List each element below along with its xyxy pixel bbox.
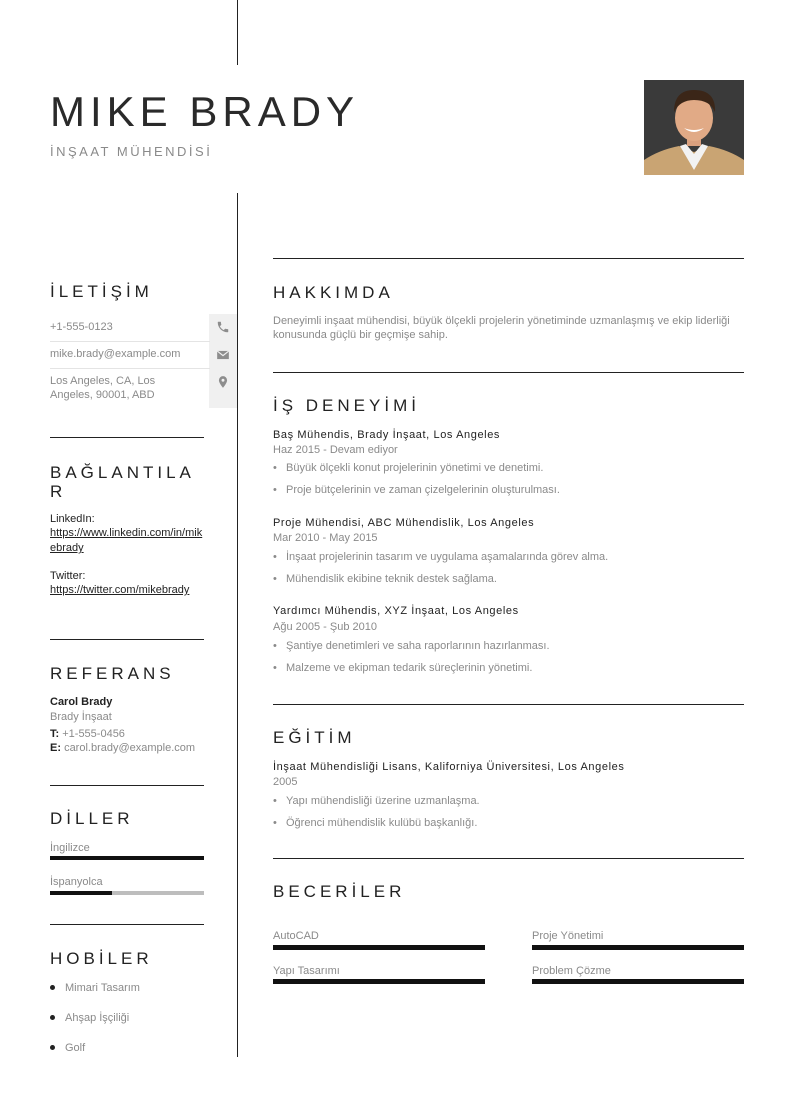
job-bullet-text: Şantiye denetimleri ve saha raporlarının hazırlanması. bbox=[286, 640, 550, 652]
skill-level-bar bbox=[532, 945, 744, 950]
language-name: İngilizce bbox=[50, 842, 90, 854]
skill-level-fill bbox=[273, 979, 485, 984]
job-bullet bbox=[273, 640, 550, 652]
sidebar-rule bbox=[50, 639, 204, 640]
language-level-fill bbox=[50, 891, 112, 895]
job-bullet-text: Büyük ölçekli konut projelerinin yönetimi ve denetimi. bbox=[286, 462, 544, 474]
skill-level-bar bbox=[532, 979, 744, 984]
bullet-mark: • bbox=[273, 551, 277, 563]
skill-name: Yapı Tasarımı bbox=[273, 965, 340, 977]
phone-icon bbox=[216, 320, 230, 334]
job-bullet bbox=[273, 573, 497, 585]
job-title: Proje Mühendisi, ABC Mühendislik, Los Angeles bbox=[273, 517, 535, 529]
job-date: Ağu 2005 - Şub 2010 bbox=[273, 621, 377, 633]
linkedin-link[interactable]: https://www.linkedin.com/in/mikebrady bbox=[50, 527, 203, 554]
contact-email: mike.brady@example.com bbox=[50, 348, 181, 360]
reference-name: Carol Brady bbox=[50, 696, 113, 708]
job-bullet bbox=[273, 662, 532, 674]
portrait-image bbox=[644, 80, 744, 175]
job-bullet bbox=[273, 462, 543, 474]
contact-address: Los Angeles, CA, Los Angeles, 90001, ABD bbox=[50, 375, 156, 401]
skill-name: Proje Yönetimi bbox=[532, 930, 604, 942]
about-text: Deneyimli inşaat mühendisi, büyük ölçekli projelerin yönetiminde uzmanlaşmış ve ekip liderliği konusunda güçlü bir geçmişe sahip. bbox=[273, 315, 730, 341]
education-heading: EĞİTİM bbox=[273, 728, 356, 747]
job-title: Yardımcı Mühendis, XYZ İnşaat, Los Angeles bbox=[273, 605, 519, 617]
hobby-item bbox=[50, 1012, 129, 1024]
contact-separator bbox=[50, 368, 210, 369]
linkedin-label: LinkedIn: bbox=[50, 513, 95, 525]
links-heading: BAĞLANTILAR bbox=[50, 463, 195, 501]
section-rule bbox=[273, 858, 744, 859]
reference-email-value: carol.brady@example.com bbox=[64, 742, 196, 754]
twitter-link[interactable]: https://twitter.com/mikebrady bbox=[50, 584, 190, 596]
skill-level-fill bbox=[273, 945, 485, 950]
skill-level-fill bbox=[532, 945, 744, 950]
contact-heading: İLETİŞİM bbox=[50, 282, 153, 301]
profile-photo bbox=[644, 80, 744, 175]
job-bullet-text: Malzeme ve ekipman tedarik süreçlerinin yönetimi. bbox=[286, 662, 533, 674]
bullet-mark: • bbox=[273, 462, 277, 474]
reference-phone bbox=[50, 728, 125, 740]
job-date: Haz 2015 - Devam ediyor bbox=[273, 444, 398, 456]
hobby-item bbox=[50, 1042, 85, 1054]
education-degree: İnşaat Mühendisliği Lisans, Kaliforniya Üniversitesi, Los Angeles bbox=[273, 761, 625, 773]
skill-level-bar bbox=[273, 945, 485, 950]
experience-heading: İŞ DENEYİMİ bbox=[273, 396, 420, 415]
location-icon bbox=[216, 375, 230, 389]
language-level-bar bbox=[50, 891, 204, 895]
skill-name: Problem Çözme bbox=[532, 965, 611, 977]
twitter-label: Twitter: bbox=[50, 570, 86, 582]
reference-company: Brady İnşaat bbox=[50, 711, 112, 723]
hobbies-heading: HOBİLER bbox=[50, 949, 153, 968]
hobby-label: Ahşap İşçiliği bbox=[65, 1012, 130, 1024]
reference-email-label: E: bbox=[50, 742, 61, 754]
languages-heading: DİLLER bbox=[50, 809, 134, 828]
bullet-dot bbox=[50, 985, 55, 990]
language-name: İspanyolca bbox=[50, 876, 103, 888]
bullet-mark: • bbox=[273, 640, 277, 652]
skills-heading: BECERİLER bbox=[273, 882, 406, 901]
bullet-mark: • bbox=[273, 484, 277, 496]
skill-level-bar bbox=[273, 979, 485, 984]
bullet-mark: • bbox=[273, 573, 277, 585]
sidebar-rule bbox=[50, 924, 204, 925]
sidebar-rule bbox=[50, 785, 204, 786]
sidebar-rule bbox=[50, 437, 204, 438]
skill-level-fill bbox=[532, 979, 744, 984]
contact-separator bbox=[50, 341, 210, 342]
language-level-bar bbox=[50, 856, 204, 860]
mail-icon bbox=[216, 348, 230, 362]
person-job-title: İNŞAAT MÜHENDİSİ bbox=[50, 144, 213, 159]
reference-email bbox=[50, 742, 195, 754]
hobby-label: Golf bbox=[65, 1042, 86, 1054]
job-bullet bbox=[273, 484, 560, 496]
section-rule bbox=[273, 372, 744, 373]
language-level-fill bbox=[50, 856, 204, 860]
bullet-mark: • bbox=[273, 817, 277, 829]
about-heading: HAKKIMDA bbox=[273, 283, 394, 302]
job-bullet-text: Mühendislik ekibine teknik destek sağlama. bbox=[286, 573, 497, 585]
job-bullet-text: İnşaat projelerinin tasarım ve uygulama aşamalarında görev alma. bbox=[286, 551, 609, 563]
reference-phone-label: T: bbox=[50, 728, 60, 740]
skill-name: AutoCAD bbox=[273, 930, 319, 942]
section-rule bbox=[273, 704, 744, 705]
reference-phone-value: +1-555-0456 bbox=[62, 728, 125, 740]
hobby-item bbox=[50, 982, 140, 994]
bullet-dot bbox=[50, 1015, 55, 1020]
education-bullet-text: Öğrenci mühendislik kulübü başkanlığı. bbox=[286, 817, 478, 829]
bullet-mark: • bbox=[273, 795, 277, 807]
job-bullet-text: Proje bütçelerinin ve zaman çizelgelerinin oluşturulması. bbox=[286, 484, 560, 496]
bullet-mark: • bbox=[273, 662, 277, 674]
education-bullet bbox=[273, 795, 480, 807]
job-date: Mar 2010 - May 2015 bbox=[273, 532, 378, 544]
section-rule bbox=[273, 258, 744, 259]
hobby-label: Mimari Tasarım bbox=[65, 982, 140, 994]
job-title: Baş Mühendis, Brady İnşaat, Los Angeles bbox=[273, 429, 501, 441]
job-bullet bbox=[273, 551, 608, 563]
reference-heading: REFERANS bbox=[50, 664, 175, 683]
person-name: MIKE BRADY bbox=[50, 88, 360, 135]
contact-phone: +1-555-0123 bbox=[50, 321, 113, 333]
education-year: 2005 bbox=[273, 776, 298, 788]
divider-top bbox=[237, 0, 238, 65]
education-bullet-text: Yapı mühendisliği üzerine uzmanlaşma. bbox=[286, 795, 480, 807]
education-bullet bbox=[273, 817, 477, 829]
bullet-dot bbox=[50, 1045, 55, 1050]
